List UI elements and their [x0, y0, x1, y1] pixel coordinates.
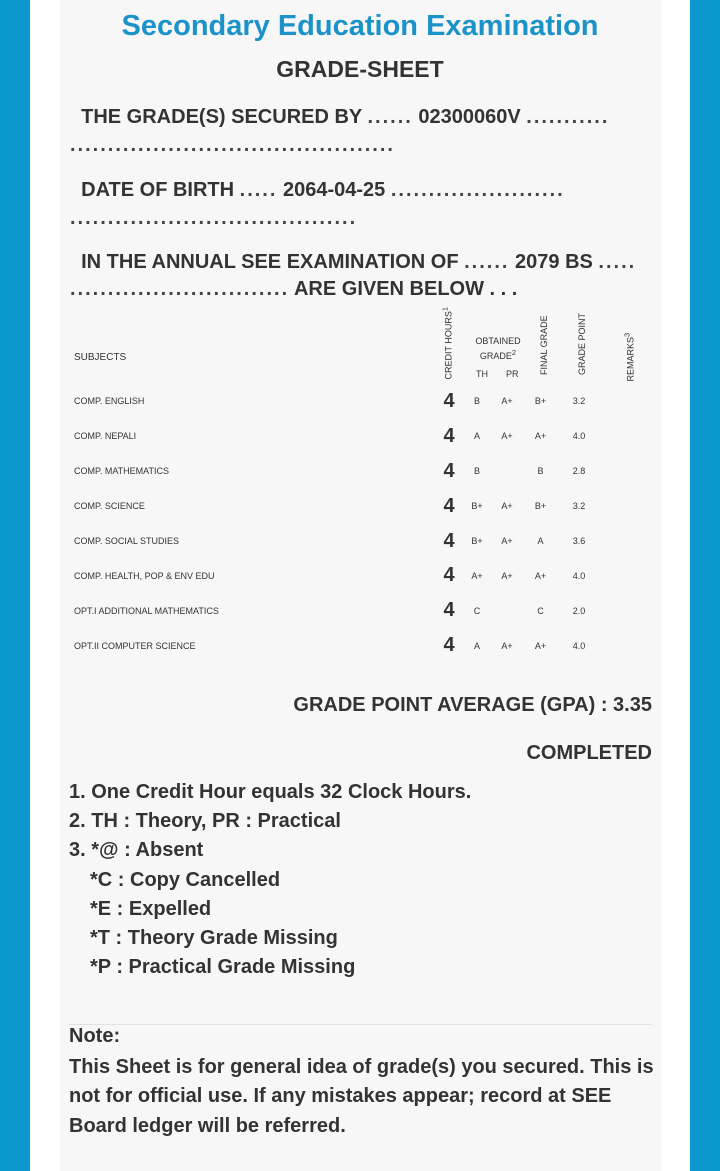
legend-item: *C : Copy Cancelled [90, 868, 281, 891]
th-header: TH [476, 369, 488, 379]
grade-point: 4.0 [572, 431, 586, 442]
credit-hours: 4 [443, 459, 455, 482]
secured-by-continuation [70, 134, 655, 157]
dot-leader: ....................... [390, 179, 565, 201]
exam-title: Secondary Education Examination [121, 10, 599, 42]
remarks-text: REMARKS [625, 336, 636, 382]
legend-item: 3. *@ : Absent [69, 839, 204, 862]
note-text: This Sheet is for general idea of grade(s) you secured. This is not for official use. If any mistakes appear; record at SEE Board ledger will be referred. [69, 1056, 654, 1137]
dot-leader: ..... [598, 251, 637, 273]
legend-list [69, 778, 471, 982]
credit-hours: 4 [443, 634, 455, 657]
practical-grade: A+ [501, 640, 513, 651]
table-row [66, 524, 646, 559]
gpa-summary: GRADE POINT AVERAGE (GPA) : 3.35 [293, 694, 652, 716]
practical-grade: A+ [501, 396, 513, 407]
credit-hours: 4 [443, 564, 455, 587]
theory-grade: A [473, 640, 480, 651]
dot-leader: ........................................... [70, 134, 395, 156]
exam-label: IN THE ANNUAL SEE EXAMINATION OF [81, 251, 459, 273]
dot-leader: ...... [464, 251, 510, 273]
dot-leader: ............................. [70, 278, 290, 300]
remarks [599, 558, 646, 593]
grade-point: 2.8 [572, 466, 586, 477]
remarks-header [622, 332, 636, 382]
final-grade: B [537, 466, 544, 477]
subject-name: COMP. NEPALI [74, 431, 137, 442]
grade-point: 3.6 [572, 536, 586, 546]
dot-leader: ..... [239, 179, 278, 201]
legend-item: 1. One Credit Hour equals 32 Clock Hours. [69, 781, 472, 803]
table-row [66, 628, 646, 663]
table-row [66, 419, 646, 454]
theory-grade: B+ [471, 536, 483, 546]
final-grade: A [537, 536, 544, 546]
dob-line [70, 179, 655, 202]
table-row [66, 454, 646, 489]
practical-grade: A+ [501, 431, 513, 442]
secured-by-line [70, 106, 655, 129]
final-grade: A+ [534, 431, 547, 442]
grade-point: 4.0 [572, 570, 586, 581]
remarks [599, 454, 646, 489]
subject-name: COMP. SOCIAL STUDIES [74, 536, 180, 546]
theory-grade: A [473, 431, 480, 442]
table-row [66, 593, 646, 628]
credit-hours-sup: 1 [440, 306, 450, 312]
credit-hours: 4 [443, 424, 455, 447]
credit-hours: 4 [443, 494, 455, 517]
practical-grade [492, 454, 522, 489]
subjects-header: SUBJECTS [74, 352, 127, 363]
final-grade: A+ [534, 640, 547, 651]
subject-name: COMP. ENGLISH [74, 396, 145, 407]
grade-point: 2.0 [572, 605, 586, 616]
subject-name: COMP. SCIENCE [74, 501, 145, 512]
practical-grade: A+ [501, 501, 513, 512]
dob-value: 2064-04-25 [283, 179, 386, 201]
practical-grade [492, 593, 522, 628]
remarks [599, 489, 646, 524]
result-status: COMPLETED [526, 742, 652, 764]
credit-hours: 4 [443, 599, 455, 622]
final-grade: A+ [534, 570, 547, 581]
theory-grade: B+ [471, 501, 483, 512]
exam-year-value: 2079 BS [515, 251, 593, 273]
dob-label: DATE OF BIRTH [81, 179, 235, 201]
pr-header: PR [506, 369, 519, 379]
theory-grade: B [473, 396, 480, 407]
practical-grade: A+ [501, 570, 513, 581]
remarks-sup: 3 [622, 332, 632, 337]
secured-by-label: THE GRADE(S) SECURED BY [81, 106, 362, 128]
final-grade: B+ [534, 501, 547, 512]
theory-grade: B [473, 466, 480, 477]
legend-item: *E : Expelled [90, 897, 212, 920]
theory-grade: C [473, 605, 481, 616]
theory-grade: A+ [471, 570, 483, 581]
subject-name: COMP. MATHEMATICS [74, 466, 170, 477]
grade-point: 4.0 [572, 640, 586, 651]
legend-item: *T : Theory Grade Missing [90, 926, 338, 949]
remarks [599, 628, 646, 663]
grade-point: 3.2 [572, 396, 586, 407]
symbol-number-value: 02300060V [418, 106, 521, 128]
final-grade: B+ [534, 396, 547, 407]
credit-hours: 4 [443, 529, 455, 552]
dob-continuation [70, 207, 655, 230]
divider [69, 1024, 652, 1025]
dot-leader: ...................................... [70, 207, 358, 229]
remarks [599, 593, 646, 628]
final-grade-header: FINAL GRADE [539, 315, 549, 375]
grade-point: 3.2 [572, 501, 586, 512]
subject-name: OPT.I ADDITIONAL MATHEMATICS [74, 605, 219, 616]
remarks [599, 419, 646, 454]
legend-item: 2. TH : Theory, PR : Practical [69, 810, 341, 833]
legend-item: *P : Practical Grade Missing [90, 956, 356, 979]
credit-hours-header [440, 306, 454, 380]
given-below-text: ARE GIVEN BELOW . . . [293, 278, 518, 300]
exam-continuation [70, 278, 655, 301]
table-row [66, 384, 646, 419]
dot-leader: ...... [367, 106, 413, 128]
remarks [599, 384, 646, 419]
exam-line [70, 251, 655, 274]
remarks [599, 524, 646, 559]
final-grade: C [537, 605, 544, 616]
obtained-grade-text: OBTAINED GRADE [475, 336, 521, 361]
table-row [66, 558, 646, 593]
obtained-grade-header [470, 336, 526, 362]
grade-point-header: GRADE POINT [577, 312, 587, 375]
note-title: Note: [69, 1025, 121, 1047]
table-row [66, 489, 646, 524]
obtained-grade-sup: 2 [511, 348, 517, 357]
credit-hours-text: CREDIT HOURS [443, 311, 454, 380]
subject-name: OPT.II COMPUTER SCIENCE [74, 640, 196, 651]
dot-leader: ........... [526, 106, 610, 128]
grades-table [66, 384, 646, 663]
practical-grade: A+ [501, 536, 513, 546]
credit-hours: 4 [443, 389, 455, 412]
subject-name: COMP. HEALTH, POP & ENV EDU [74, 570, 215, 581]
sheet-subtitle: GRADE-SHEET [276, 56, 444, 82]
